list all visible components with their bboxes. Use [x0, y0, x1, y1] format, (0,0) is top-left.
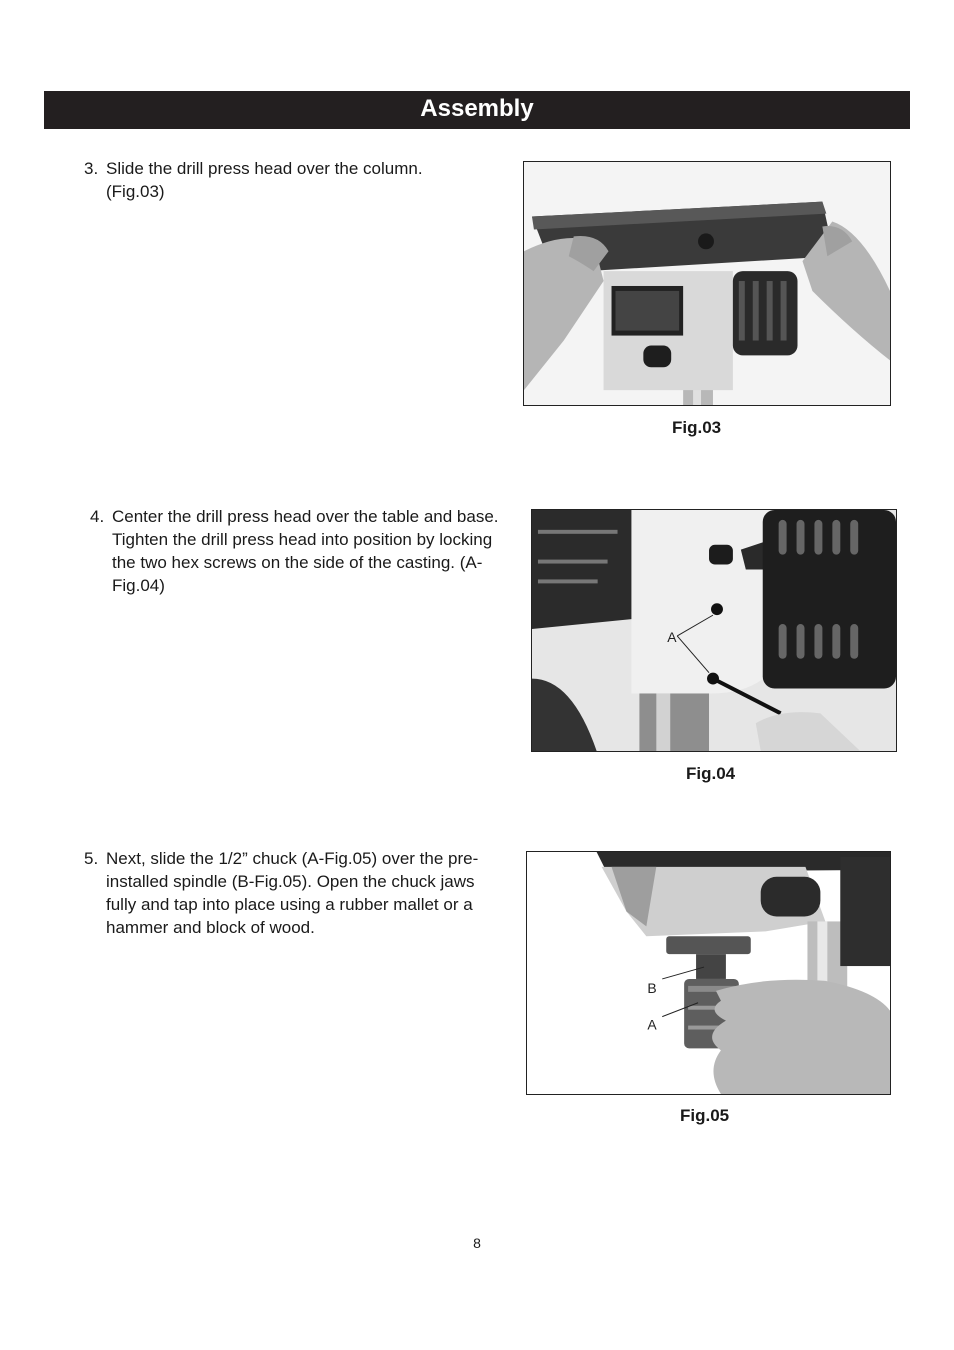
step-text: Slide the drill press head over the column. (Fig.03) [106, 159, 423, 201]
page-number: 8 [473, 1235, 481, 1251]
figure-05-label-a: A [647, 1016, 657, 1033]
step-text: Center the drill press head over the table and base. Tighten the drill press head into position by locking the two hex screws on the side of the casting. (A-Fig.04) [112, 507, 499, 595]
figure-04-caption: Fig.04 [686, 764, 736, 783]
figure-04-label-a: A [667, 628, 677, 645]
section-header [44, 91, 910, 129]
section-title: Assembly [420, 95, 534, 122]
figure-03-photo [523, 161, 891, 406]
step-number: 5. [84, 849, 99, 868]
step-number: 3. [84, 159, 99, 178]
figure-05-label-b: B [647, 979, 657, 996]
figure-05-photo [526, 851, 891, 1095]
step-4 [90, 505, 510, 597]
figure-04-photo [531, 509, 897, 752]
step-3 [84, 157, 484, 203]
step-number: 4. [90, 507, 105, 526]
step-text: Next, slide the 1/2” chuck (A-Fig.05) over the pre-installed spindle (B-Fig.05). Open the chuck jaws fully and tap into place using a rubber mallet or a hammer and block of wood. [106, 849, 479, 937]
step-5 [84, 847, 504, 939]
figure-03-caption: Fig.03 [672, 418, 722, 437]
figure-05-caption: Fig.05 [680, 1106, 730, 1125]
